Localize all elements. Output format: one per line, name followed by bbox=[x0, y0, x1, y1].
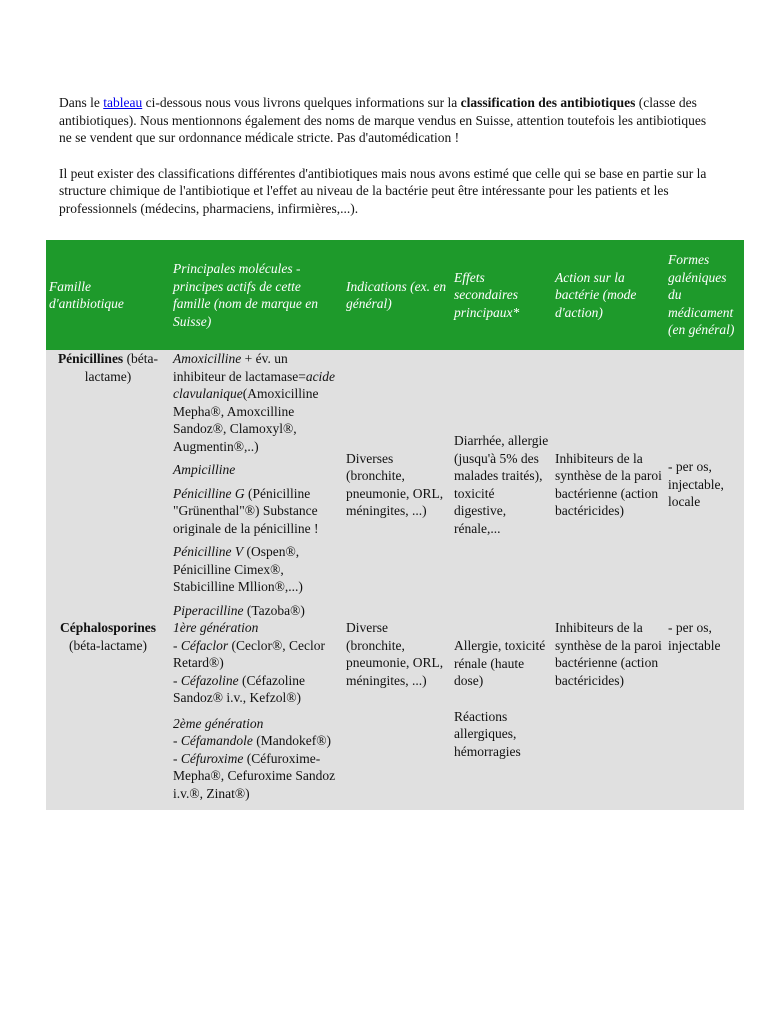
header-indications: Indications (ex. en général) bbox=[343, 240, 451, 350]
molecule-name: Pénicilline V bbox=[173, 544, 244, 559]
tableau-link[interactable]: tableau bbox=[103, 95, 143, 110]
side-effects-gen1: Allergie, toxicité rénale (haute dose) bbox=[454, 638, 546, 688]
generation-title: 1ère génération bbox=[173, 620, 259, 635]
molecule-text: (Ceclor®, Ceclor Retard®) bbox=[173, 637, 325, 670]
molecule-piperacilline bbox=[173, 602, 340, 620]
molecule-name: Céfazoline bbox=[180, 672, 239, 688]
molecule-name: Piperacilline bbox=[173, 602, 244, 618]
molecule-name: Ampicilline bbox=[173, 462, 236, 477]
molecule-cefaclor bbox=[173, 637, 340, 672]
molecule-text: (Céfuroxime-Mepha®, Cefuroxime Sandoz i.v.®, Zinat®) bbox=[173, 750, 336, 801]
generation-title: 2ème génération bbox=[173, 715, 264, 731]
dash: - bbox=[173, 750, 181, 766]
header-action: Action sur la bactérie (mode d'action) bbox=[552, 240, 665, 350]
intro-bold-text: classification des antibiotiques bbox=[460, 95, 636, 110]
family-subtitle: (béta-lactame) bbox=[84, 351, 159, 384]
forms-cell: - per os, injectable, locale bbox=[665, 350, 744, 619]
header-side-effects: Effets secondaires principaux* bbox=[451, 240, 552, 350]
header-forms: Formes galéniques du médicament (en général) bbox=[665, 240, 744, 350]
molecules-cell bbox=[170, 350, 343, 619]
molecule-text: (Céfazoline Sandoz® i.v., Kefzol®) bbox=[173, 672, 305, 705]
table-row-cephalosporines bbox=[46, 619, 744, 810]
molecule-text: (Mandokef®) bbox=[252, 733, 331, 748]
side-effects-gen2: Réactions allergiques, hémorragies bbox=[454, 708, 521, 759]
forms-cell: - per os, injectable bbox=[665, 619, 744, 810]
molecule-name: Céfamandole bbox=[180, 733, 253, 748]
molecule-name: Amoxicilline bbox=[173, 351, 242, 366]
family-name: Céphalosporines bbox=[59, 620, 157, 635]
generation-2-title bbox=[173, 715, 340, 733]
dash: - bbox=[173, 672, 181, 688]
molecule-cefamandole bbox=[173, 732, 340, 750]
family-subtitle: (béta-lactame) bbox=[69, 637, 147, 653]
intro-text: ci-dessous nous vous livrons quelques informations sur la bbox=[142, 95, 461, 110]
intro-text: Dans le bbox=[59, 95, 104, 110]
molecule-text: (Pénicilline "Grünenthal"®) Substance originale de la pénicilline ! bbox=[173, 485, 319, 536]
molecule-name: Pénicilline G bbox=[173, 485, 245, 501]
molecule-name: Céfuroxime bbox=[180, 750, 244, 766]
action-cell: Inhibiteurs de la synthèse de la paroi bactérienne (action bactéricides) bbox=[552, 619, 665, 810]
molecule-text: + év. un inhibiteur de lactamase= bbox=[173, 351, 306, 384]
table-header-row bbox=[46, 240, 744, 350]
antibiotics-table bbox=[46, 240, 744, 810]
dash: - bbox=[173, 733, 181, 748]
molecule-cefazoline bbox=[173, 672, 340, 707]
intro-section bbox=[59, 94, 719, 235]
family-name: Pénicillines bbox=[57, 351, 124, 366]
side-effects-cell bbox=[451, 619, 552, 810]
action-cell: Inhibiteurs de la synthèse de la paroi bactérienne (action bactéricides) bbox=[552, 350, 665, 619]
table-row-penicillines bbox=[46, 350, 744, 619]
header-molecules: Principales molécules - principes actifs de cette famille (nom de marque en Suisse) bbox=[170, 240, 343, 350]
family-cell bbox=[46, 619, 170, 810]
family-cell bbox=[46, 350, 170, 619]
molecule-text: (Amoxicilline Mepha®, Amoxcilline Sandoz®, Clamoxyl®, Augmentin®,..) bbox=[173, 386, 319, 454]
molecule-text: (Ospen®, Pénicilline Cimex®, Stabicilline Mllion®,...) bbox=[173, 544, 303, 594]
molecule-penicilline-g bbox=[173, 485, 340, 538]
molecule-name: acide clavulanique bbox=[173, 368, 336, 401]
molecule-name: Céfaclor bbox=[180, 637, 229, 653]
molecule-penicilline-v bbox=[173, 543, 340, 596]
intro-paragraph-2: Il peut exister des classifications différentes d'antibiotiques mais nous avons estimé que celle qui se base en partie sur la structure chimique de l'antibiotique et l'effet au niveau de la bactérie peut être intéressante pour les patients et les professionnels (médecins, pharmaciens, infirmières,...). bbox=[59, 165, 707, 216]
indications-cell: Diverses (bronchite, pneumonie, ORL, méningites, ...) bbox=[343, 350, 451, 619]
molecule-ampicilline bbox=[173, 461, 340, 479]
header-family: Famille d'antibiotique bbox=[46, 240, 170, 350]
molecules-cell bbox=[170, 619, 343, 810]
intro-paragraph-1 bbox=[59, 94, 719, 147]
side-effects-cell: Diarrhée, allergie (jusqu'à 5% des malades traités), toxicité digestive, rénale,... bbox=[451, 350, 552, 619]
molecule-amoxicilline bbox=[173, 350, 340, 455]
indications-cell: Diverse (bronchite, pneumonie, ORL, méningites, ...) bbox=[343, 619, 451, 810]
molecule-text: (Tazoba®) bbox=[243, 602, 305, 618]
dash: - bbox=[173, 637, 181, 653]
spacer bbox=[173, 707, 340, 715]
generation-1-title bbox=[173, 619, 340, 637]
intro-text: (classe des antibiotiques). Nous mentionnons également des noms de marque vendus en Suisse, attention toutefois les antibiotiques ne se vendent que sur ordonnance médicale stricte. Pas d'automédication ! bbox=[59, 95, 707, 145]
molecule-cefuroxime bbox=[173, 750, 340, 803]
